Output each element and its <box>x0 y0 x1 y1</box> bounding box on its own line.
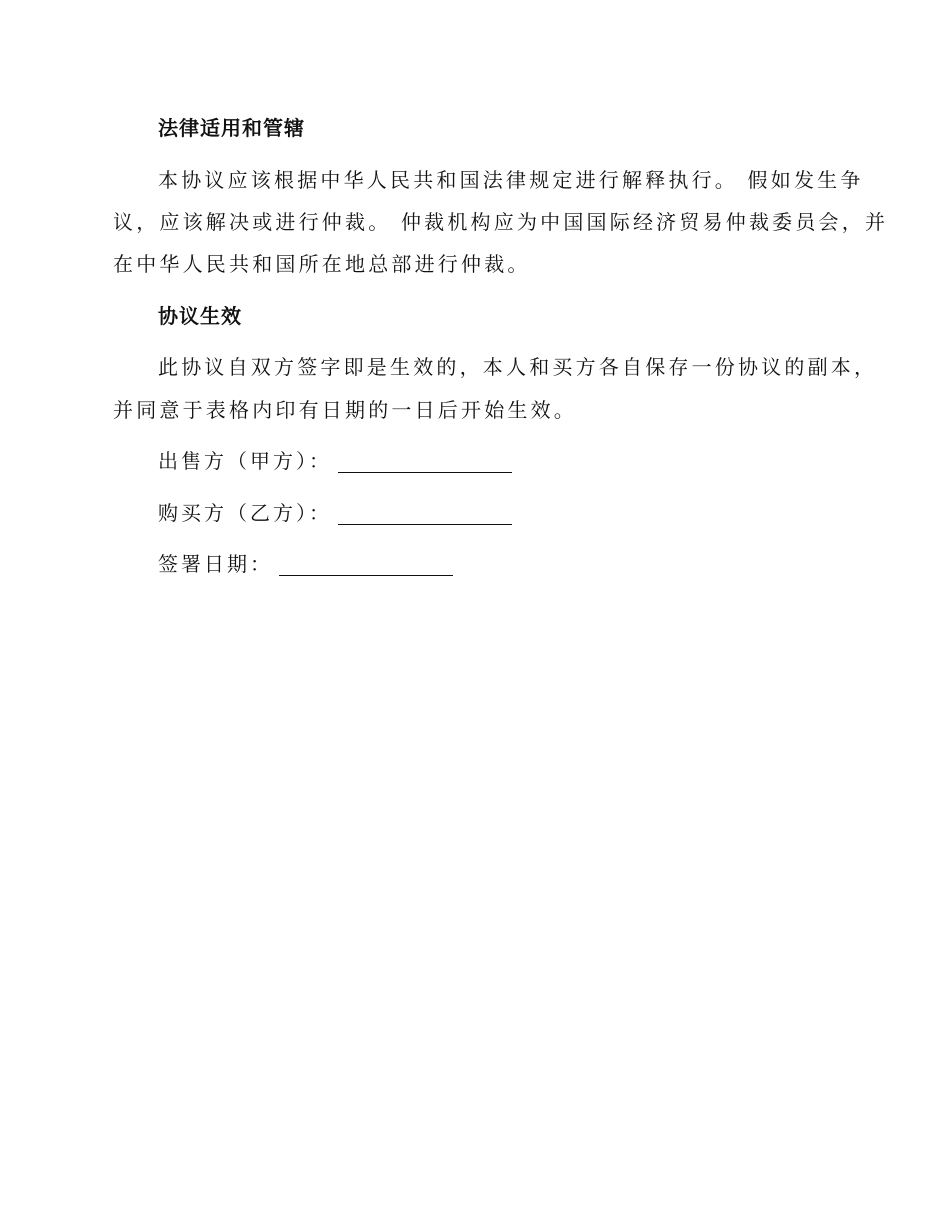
seller-signature-row <box>158 449 512 473</box>
buyer-signature-line[interactable] <box>338 506 512 525</box>
date-signature-line[interactable] <box>279 557 453 576</box>
effect-paragraph-line-1: 此协议自双方签字即是生效的，本人和买方各自保存一份协议的副本， <box>158 355 878 379</box>
seller-signature-line[interactable] <box>338 454 512 473</box>
law-paragraph-line-3: 在中华人民共和国所在地总部进行仲裁。 <box>113 252 531 276</box>
date-signature-row <box>158 552 453 576</box>
law-paragraph-line-1: 本协议应该根据中华人民共和国法律规定进行解释执行。 假如发生争 <box>158 168 864 192</box>
effect-paragraph-line-2: 并同意于表格内印有日期的一日后开始生效。 <box>113 398 577 422</box>
seller-label: 出售方（甲方）： <box>158 449 332 473</box>
buyer-label: 购买方（乙方）： <box>158 501 332 525</box>
law-section-heading: 法律适用和管辖 <box>158 116 305 140</box>
buyer-signature-row <box>158 501 512 525</box>
effect-section-heading: 协议生效 <box>158 304 242 328</box>
date-label: 签署日期： <box>158 552 273 576</box>
law-paragraph-line-2: 议，应该解决或进行仲裁。 仲裁机构应为中国国际经济贸易仲裁委员会，并 <box>113 210 889 234</box>
